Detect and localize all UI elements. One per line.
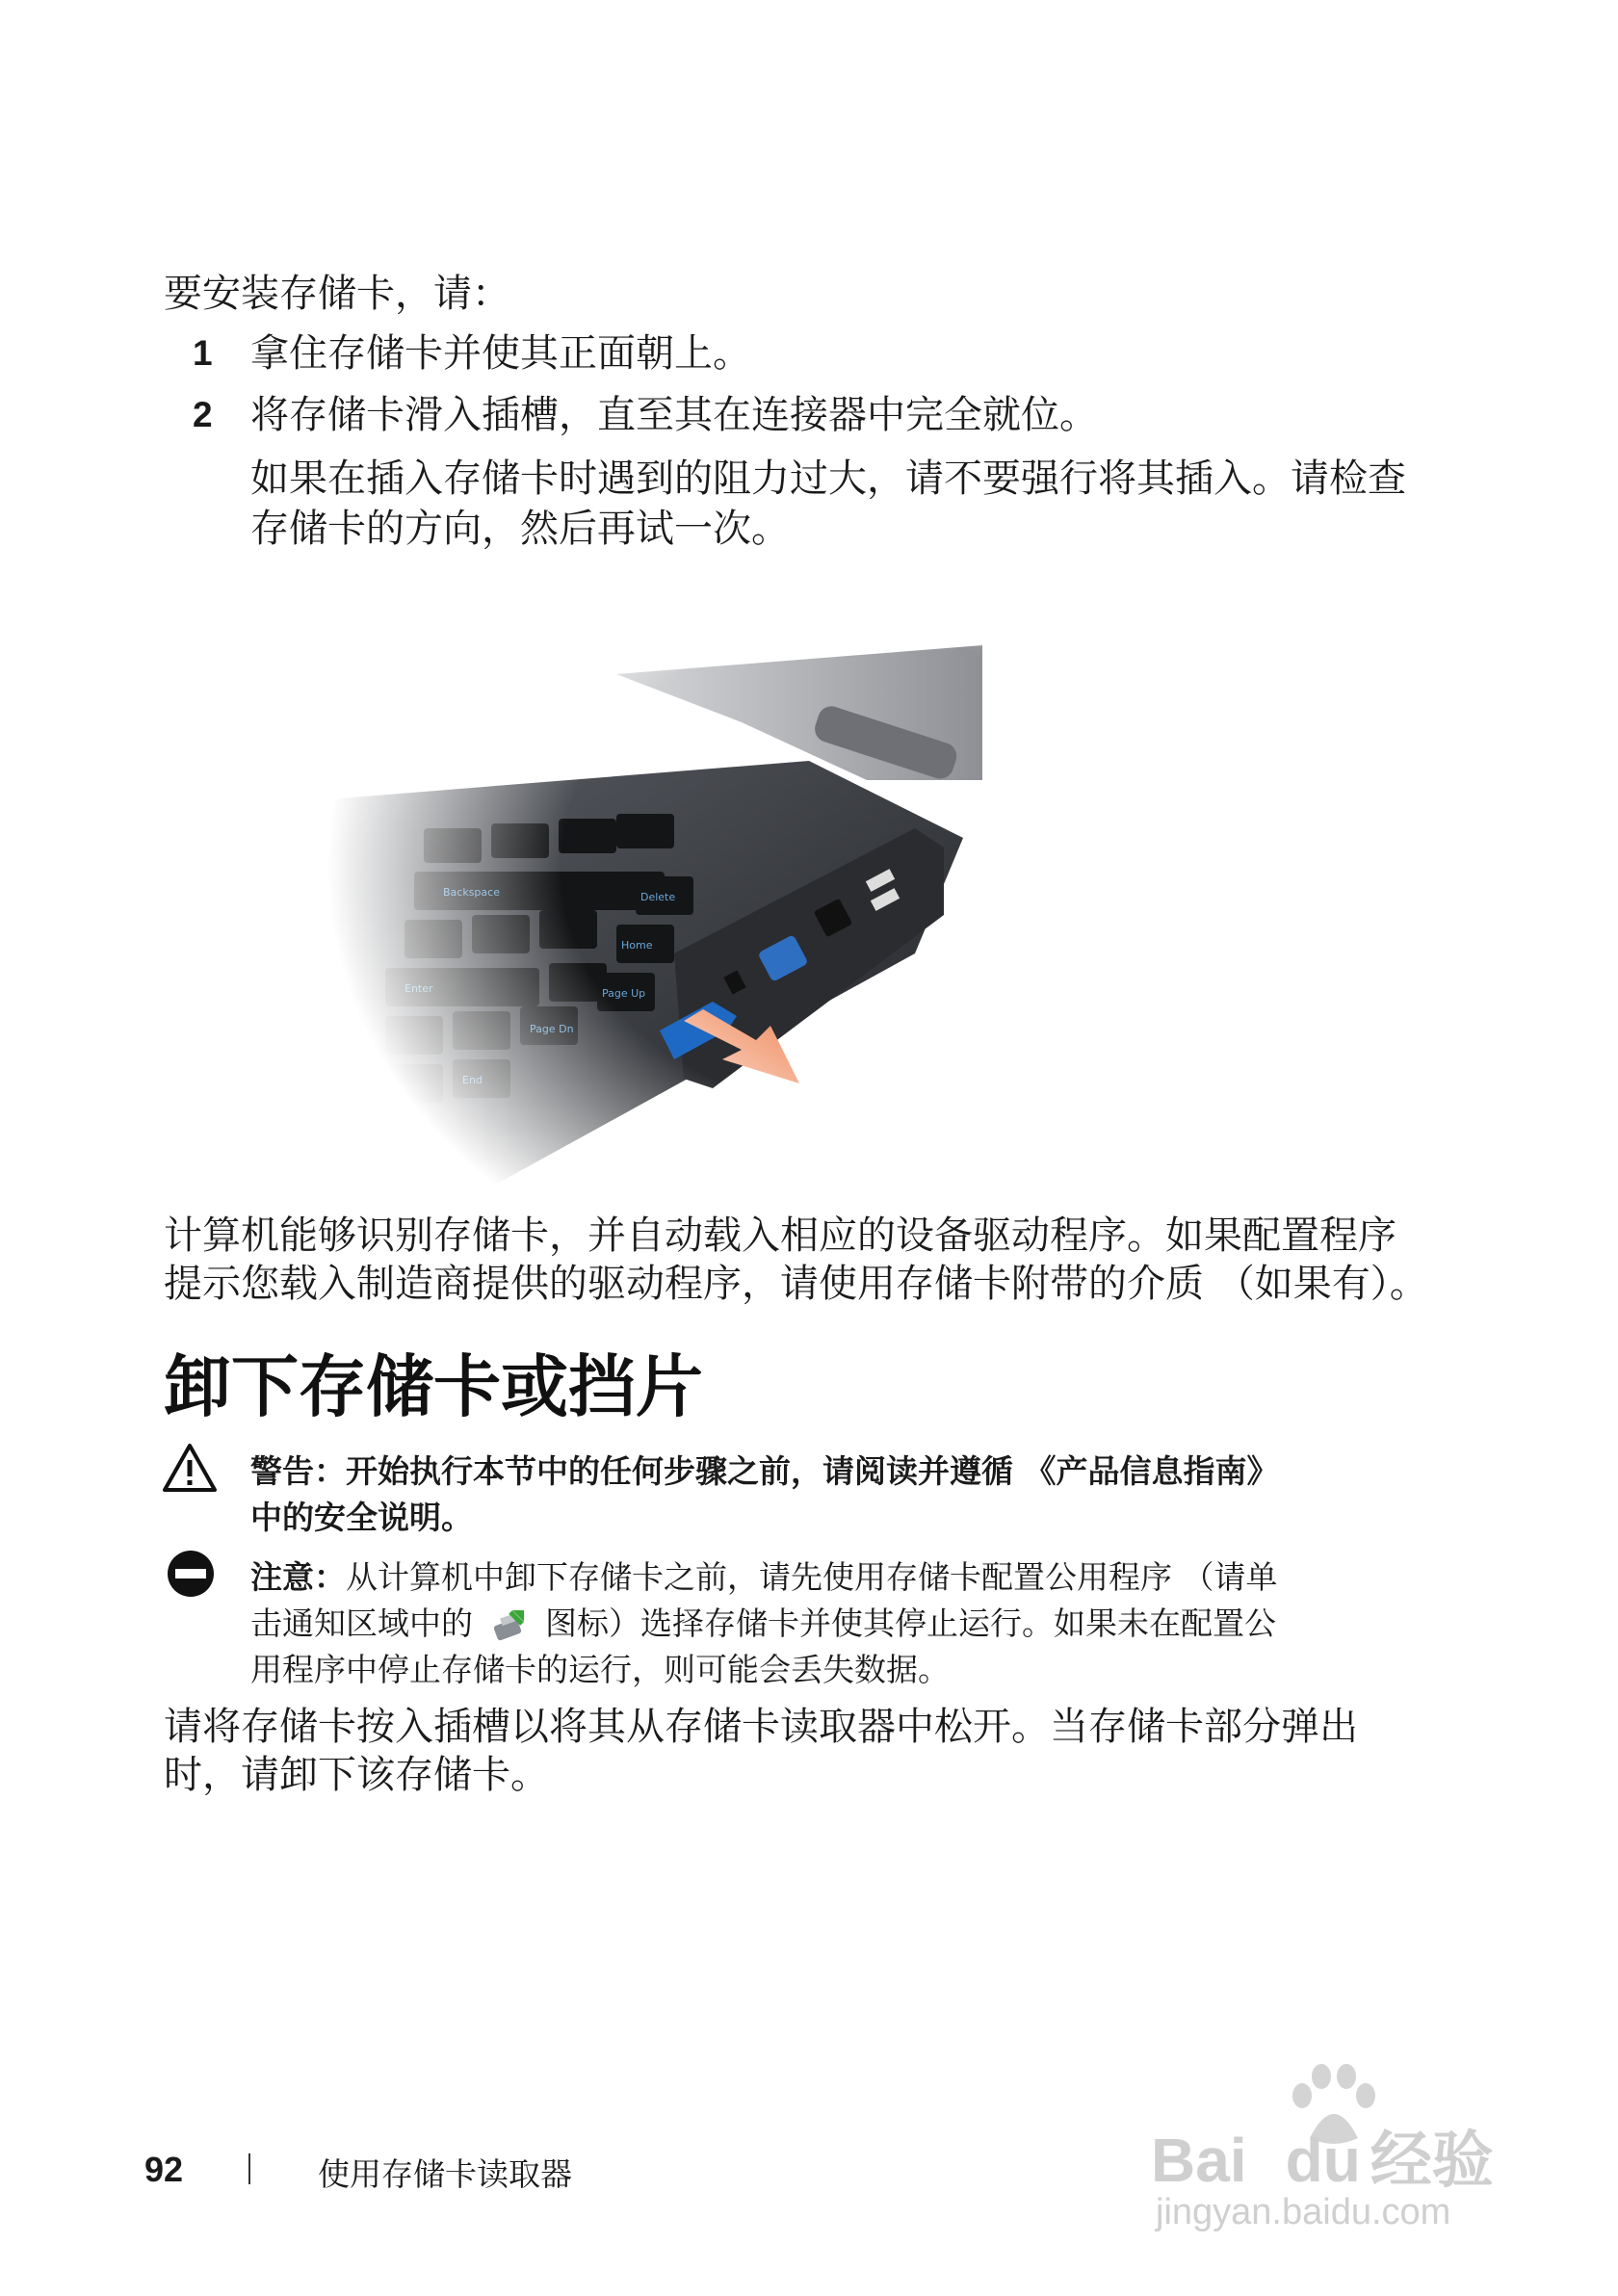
after-figure-line1: 计算机能够识别存储卡，并自动载入相应的设备驱动程序。如果配置程序: [164, 1213, 1396, 1258]
notice-text-line2-post: 图标）选择存储卡并使其停止运行。如果未在配置公: [545, 1605, 1276, 1642]
final-line1: 请将存储卡按入插槽以将其从存储卡读取器中松开。当存储卡部分弹出: [164, 1705, 1358, 1749]
laptop-memory-card-illustration: [327, 636, 1021, 1213]
intro-text: 要安装存储卡，请：: [164, 272, 510, 316]
warning-line1: [250, 1448, 1279, 1495]
step-2-number: 2: [193, 395, 213, 434]
page-number: 92: [144, 2150, 184, 2189]
notice-line1: [250, 1554, 1278, 1601]
step-2-text: 将存储卡滑入插槽，直至其在连接器中完全就位。: [250, 393, 1098, 437]
notice-label: 注意：: [250, 1558, 346, 1596]
warning-text-line2: 中的安全说明。: [250, 1499, 473, 1536]
notice-text-line1: 从计算机中卸下存储卡之前，请先使用存储卡配置公用程序 （请单: [346, 1558, 1278, 1596]
notice-icon: [166, 1549, 216, 1599]
watermark-url: jingyan.baidu.com: [1156, 2192, 1451, 2232]
watermark-logo-bai: Bai: [1151, 2126, 1247, 2195]
footer-chapter-title: 使用存储卡读取器: [318, 2155, 572, 2193]
step-2-note-line2: 存储卡的方向，然后再试一次。: [250, 507, 790, 551]
watermark-brand: 经验: [1370, 2126, 1494, 2197]
warning-text-line1: 开始执行本节中的任何步骤之前，请阅读并遵循 《产品信息指南》: [346, 1452, 1279, 1490]
footer-separator: [248, 2153, 250, 2184]
step-2-note-line1: 如果在插入存储卡时遇到的阻力过大，请不要强行将其插入。请检查: [250, 457, 1406, 501]
step-1-number: 1: [193, 333, 213, 373]
notice-line2: [250, 1601, 1276, 1647]
warning-label: 警告：: [250, 1452, 346, 1490]
step-1-text: 拿住存储卡并使其正面朝上。: [250, 331, 751, 376]
notice-text-line2-pre: 击通知区域中的: [250, 1605, 473, 1642]
final-line2: 时，请卸下该存储卡。: [164, 1753, 549, 1797]
notice-text-line3: 用程序中停止存储卡的运行，则可能会丢失数据。: [250, 1651, 950, 1688]
watermark-logo-du: du: [1285, 2126, 1361, 2195]
watermark-logo: [1151, 2111, 1494, 2200]
warning-triangle-icon: [162, 1443, 218, 1493]
section-title: 卸下存储卡或挡片: [164, 1347, 703, 1426]
safely-remove-hardware-icon: [489, 1606, 530, 1645]
after-figure-line2: 提示您载入制造商提供的驱动程序，请使用存储卡附带的介质 （如果有）。: [164, 1262, 1428, 1306]
